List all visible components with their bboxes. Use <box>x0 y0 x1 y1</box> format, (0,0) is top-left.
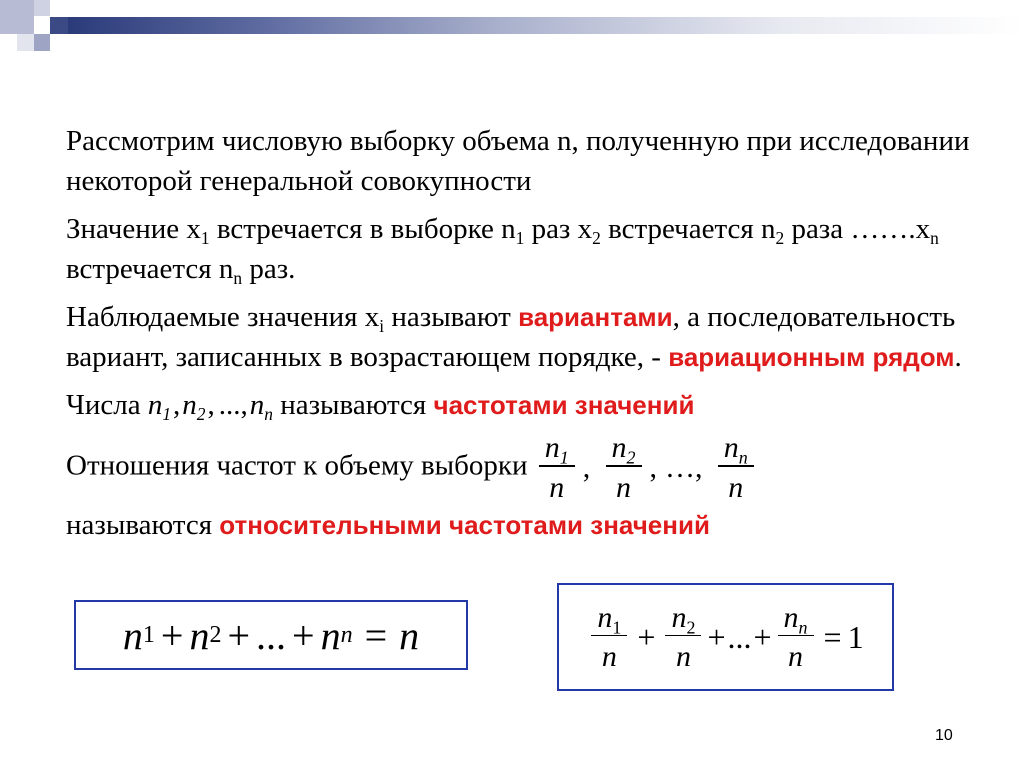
decor-square <box>50 17 68 34</box>
text: называются <box>66 509 220 541</box>
fraction-numerator <box>539 433 575 467</box>
math-plus: + <box>753 618 772 655</box>
slide-number: 10 <box>935 727 953 744</box>
math-var: n <box>320 612 341 658</box>
fraction-denominator: n <box>616 471 632 504</box>
decor-square <box>34 0 50 16</box>
math-var: n <box>399 612 420 658</box>
fraction-denominator: n <box>675 639 691 673</box>
math-ellipsis: ..., <box>218 389 248 421</box>
text: называются <box>272 389 434 421</box>
math-var: n <box>182 389 197 421</box>
text: встречается n <box>600 213 776 245</box>
subscript: 2 <box>775 228 785 249</box>
subscript: 2 <box>686 616 696 637</box>
text: раза …….x <box>784 213 931 245</box>
subscript: 2 <box>626 447 636 468</box>
text: Наблюдаемые значения x <box>66 301 380 333</box>
math-var: n <box>723 431 739 464</box>
paragraph-text: Рассмотрим числовую выборку объема n, полученную при исследовании некоторой генеральной совокупности <box>66 125 970 197</box>
paragraph-frequencies <box>66 385 986 425</box>
header-gradient-bar <box>68 17 1024 34</box>
subscript: n <box>738 447 748 468</box>
term-variants: вариантами <box>518 302 673 332</box>
math-comma: , <box>173 389 181 421</box>
fraction <box>591 600 627 673</box>
math-var: n <box>189 612 210 658</box>
math-var: n <box>544 431 560 464</box>
text: Числа <box>66 389 148 421</box>
math-var: n <box>611 431 627 464</box>
term-variation-series: вариационным рядом <box>668 342 955 372</box>
decor-square <box>34 34 50 51</box>
text: раз x <box>524 213 593 245</box>
math-plus: + <box>160 612 184 658</box>
paragraph-variants <box>66 297 986 377</box>
fraction-denominator: n <box>788 639 804 673</box>
math-plus: + <box>637 618 656 655</box>
term-frequencies: частотами значений <box>433 390 695 420</box>
math-plus: + <box>292 612 315 658</box>
slide-body <box>66 121 986 553</box>
text: называют <box>384 301 519 333</box>
paragraph-sample <box>66 121 986 201</box>
subscript: 1 <box>559 447 569 468</box>
math-var: n <box>671 600 687 634</box>
subscript: n <box>233 268 243 289</box>
text: Значение x <box>66 213 201 245</box>
math-plus: + <box>707 618 726 655</box>
text: раз. <box>242 253 296 285</box>
paragraph-relative <box>66 505 986 545</box>
paragraph-values <box>66 209 986 289</box>
paragraph-ratios <box>66 433 986 503</box>
math-one: 1 <box>847 618 864 655</box>
fraction-denominator: n <box>549 471 565 504</box>
subscript: n <box>930 228 939 249</box>
math-var: n <box>783 600 799 634</box>
fraction-numerator <box>665 600 701 637</box>
fraction-denominator: n <box>601 639 617 673</box>
text: встречается n <box>66 253 234 285</box>
math-dots: ... <box>256 612 286 658</box>
fraction <box>665 600 701 673</box>
math-comma: , <box>649 451 658 484</box>
fraction <box>718 433 754 503</box>
subscript: 1 <box>162 404 172 425</box>
math-var: n <box>122 612 143 658</box>
text: встречается в выборке n <box>209 213 516 245</box>
math-dots: ... <box>727 618 752 655</box>
text: Отношения частот к объему выборки <box>66 449 535 482</box>
math-equals: = <box>823 618 842 655</box>
math-var: n <box>147 389 163 421</box>
decor-square <box>17 34 34 51</box>
subscript: 2 <box>592 228 601 249</box>
fraction <box>606 433 642 503</box>
term-relative-frequencies: относительными частотами значений <box>219 510 710 540</box>
math-var: n <box>597 600 613 634</box>
fraction-numerator <box>718 433 754 467</box>
math-var: n <box>249 389 265 421</box>
fraction <box>539 433 575 503</box>
formula-sum-relative-frequencies <box>557 583 894 691</box>
fraction-numerator <box>606 433 642 467</box>
subscript: 1 <box>612 616 622 637</box>
frequency-sequence-math <box>147 389 273 425</box>
fraction-numerator <box>591 600 627 637</box>
math-ellipsis: …, <box>665 451 703 484</box>
fraction-numerator <box>778 600 814 637</box>
subscript: 2 <box>196 404 206 425</box>
decor-square <box>0 0 34 34</box>
fraction-denominator: n <box>728 471 744 504</box>
formula-sum-frequencies: n 1 + n 2 + ... + n n = n <box>74 600 468 670</box>
subscript: 1 <box>515 228 525 249</box>
fraction <box>778 600 814 673</box>
math-comma: , <box>582 451 591 484</box>
subscript: n <box>798 616 808 637</box>
text: . <box>954 341 962 373</box>
math-comma: , <box>207 389 215 421</box>
math-plus: + <box>227 612 250 658</box>
subscript: 1 <box>200 228 210 249</box>
subscript: n <box>264 404 273 425</box>
math-equals: = <box>364 612 388 658</box>
text: , а последовательность вариант, записанных в возрастающем порядке, - <box>66 301 956 373</box>
subscript: i <box>379 316 385 337</box>
